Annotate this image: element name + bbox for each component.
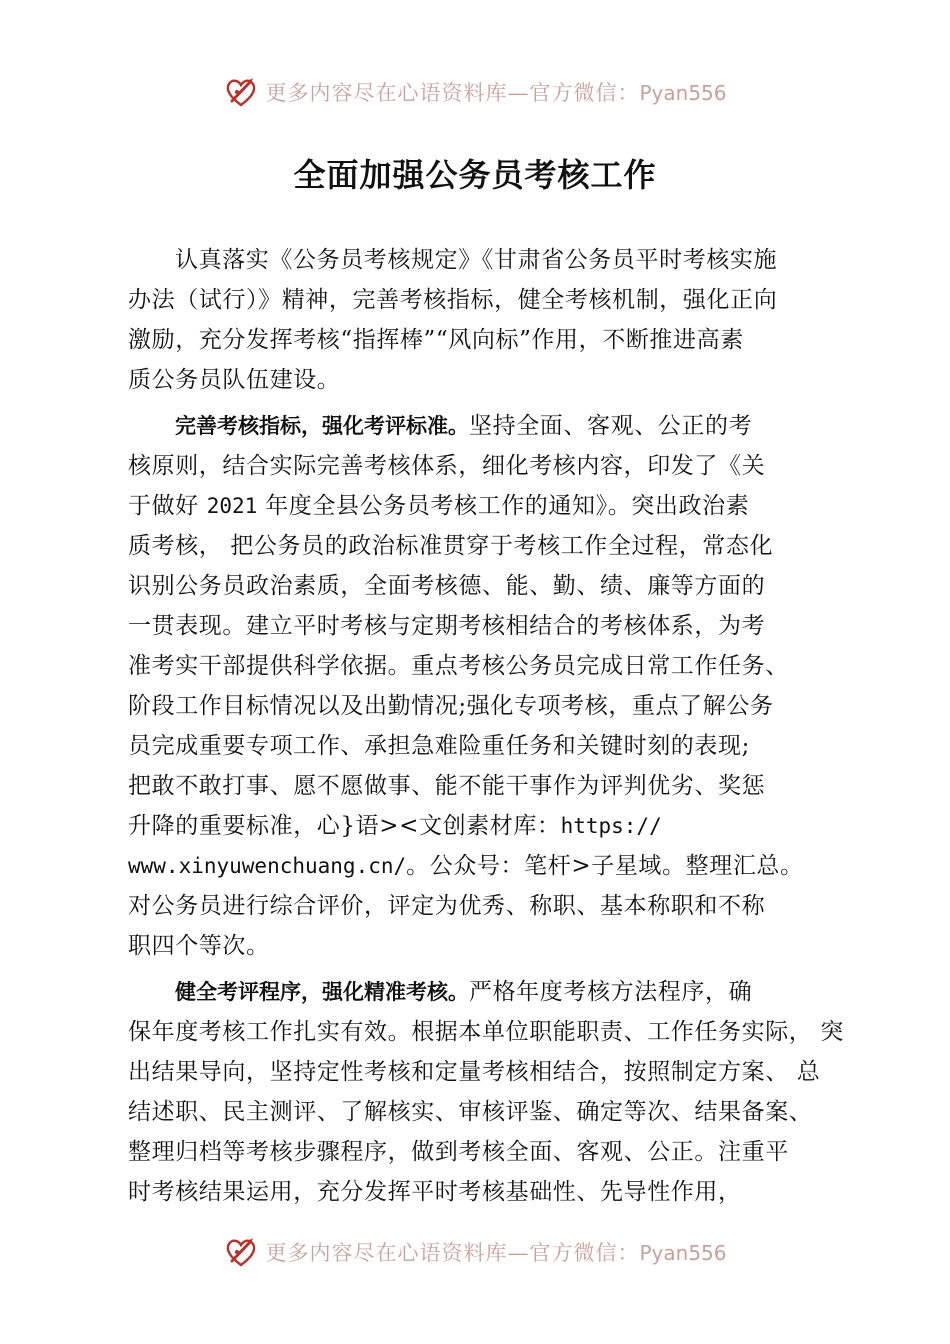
paragraph-procedure	[128, 972, 844, 1212]
text-line: 把敢不敢打事、愿不愿做事、能不能干事作为评判优劣、奖惩	[128, 773, 766, 799]
text-line: 一贯表现。建立平时考核与定期考核相结合的考核体系，为考	[128, 613, 766, 639]
text-line: 识别公务员政治素质，全面考核德、能、勤、绩、廉等方面的	[128, 573, 766, 599]
text-line: 对公务员进行综合评价，评定为优秀、称职、基本称职和不称	[128, 893, 766, 919]
header-banner-handle: Pyan556	[639, 81, 727, 105]
text-line: 质考核， 把公务员的政治标准贯穿于考核工作全过程，常态化	[128, 533, 774, 559]
heart-pen-logo-icon	[223, 74, 259, 110]
text-line: www.xinyuwenchuang.cn/。公众号：笔杆>子星域。整理汇总。	[128, 853, 804, 879]
header-banner	[0, 72, 950, 112]
text-line: 整理归档等考核步骤程序，做到考核全面、客观、公正。注重平	[128, 1139, 789, 1165]
text-line: 出结果导向，坚持定性考核和定量考核相结合，按照制定方案、 总	[128, 1059, 821, 1085]
paragraph-indicators	[128, 406, 840, 966]
text-line: 于做好 2021 年度全县公务员考核工作的通知》。突出政治素	[128, 493, 750, 519]
heart-pen-logo-icon	[223, 1234, 259, 1270]
text-line: 认真落实《公务员考核规定》《甘肃省公务员平时考核实施	[175, 247, 778, 273]
text-line: 阶段工作目标情况以及出勤情况;强化专项考核，重点了解公务	[128, 693, 774, 719]
header-banner-text: 更多内容尽在心语资料库—官方微信：Pyan556	[265, 81, 727, 105]
footer-banner-text: 更多内容尽在心语资料库—官方微信：Pyan556	[265, 1241, 727, 1265]
footer-banner-handle: Pyan556	[639, 1241, 727, 1265]
text-line: 员完成重要专项工作、承担急难险重任务和关键时刻的表现;	[128, 733, 750, 759]
paragraph-lead: 完善考核指标，强化考评标准。	[175, 414, 469, 438]
text-line: 完善考核指标，强化考评标准。坚持全面、客观、公正的考	[175, 413, 753, 439]
text-line: 激励，充分发挥考核“指挥棒”“风向标”作用，不断推进高素	[128, 327, 744, 353]
text-line: 办法（试行）》精神，完善考核指标，健全考核机制，强化正向	[128, 287, 778, 313]
footer-banner	[0, 1232, 950, 1272]
paragraph-lead: 健全考评程序，强化精准考核。	[175, 980, 469, 1004]
text-line: 结述职、民主测评、了解核实、审核评鉴、确定等次、结果备案、	[128, 1099, 813, 1125]
page-title: 全面加强公务员考核工作	[293, 156, 657, 194]
text-line: 职四个等次。	[128, 933, 270, 959]
text-line: 健全考评程序，强化精准考核。严格年度考核方法程序，确	[175, 979, 753, 1005]
url-text: https://	[560, 814, 662, 838]
text-line: 准考实干部提供科学依据。重点考核公务员完成日常工作任务、	[128, 653, 789, 679]
document-body	[128, 240, 844, 1218]
text-line: 核原则，结合实际完善考核体系，细化考核内容，印发了《关	[128, 453, 766, 479]
url-text: www.xinyuwenchuang.cn/	[128, 854, 407, 878]
text-line: 时考核结果运用，充分发挥平时考核基础性、先导性作用，	[128, 1179, 742, 1205]
text-line: 质公务员队伍建设。	[128, 367, 341, 393]
text-line: 升降的重要标准，心}语><文创素材库：https://	[128, 813, 662, 839]
text-line: 保年度考核工作扎实有效。根据本单位职能职责、工作任务实际， 突	[128, 1019, 844, 1045]
paragraph-intro	[128, 240, 840, 400]
